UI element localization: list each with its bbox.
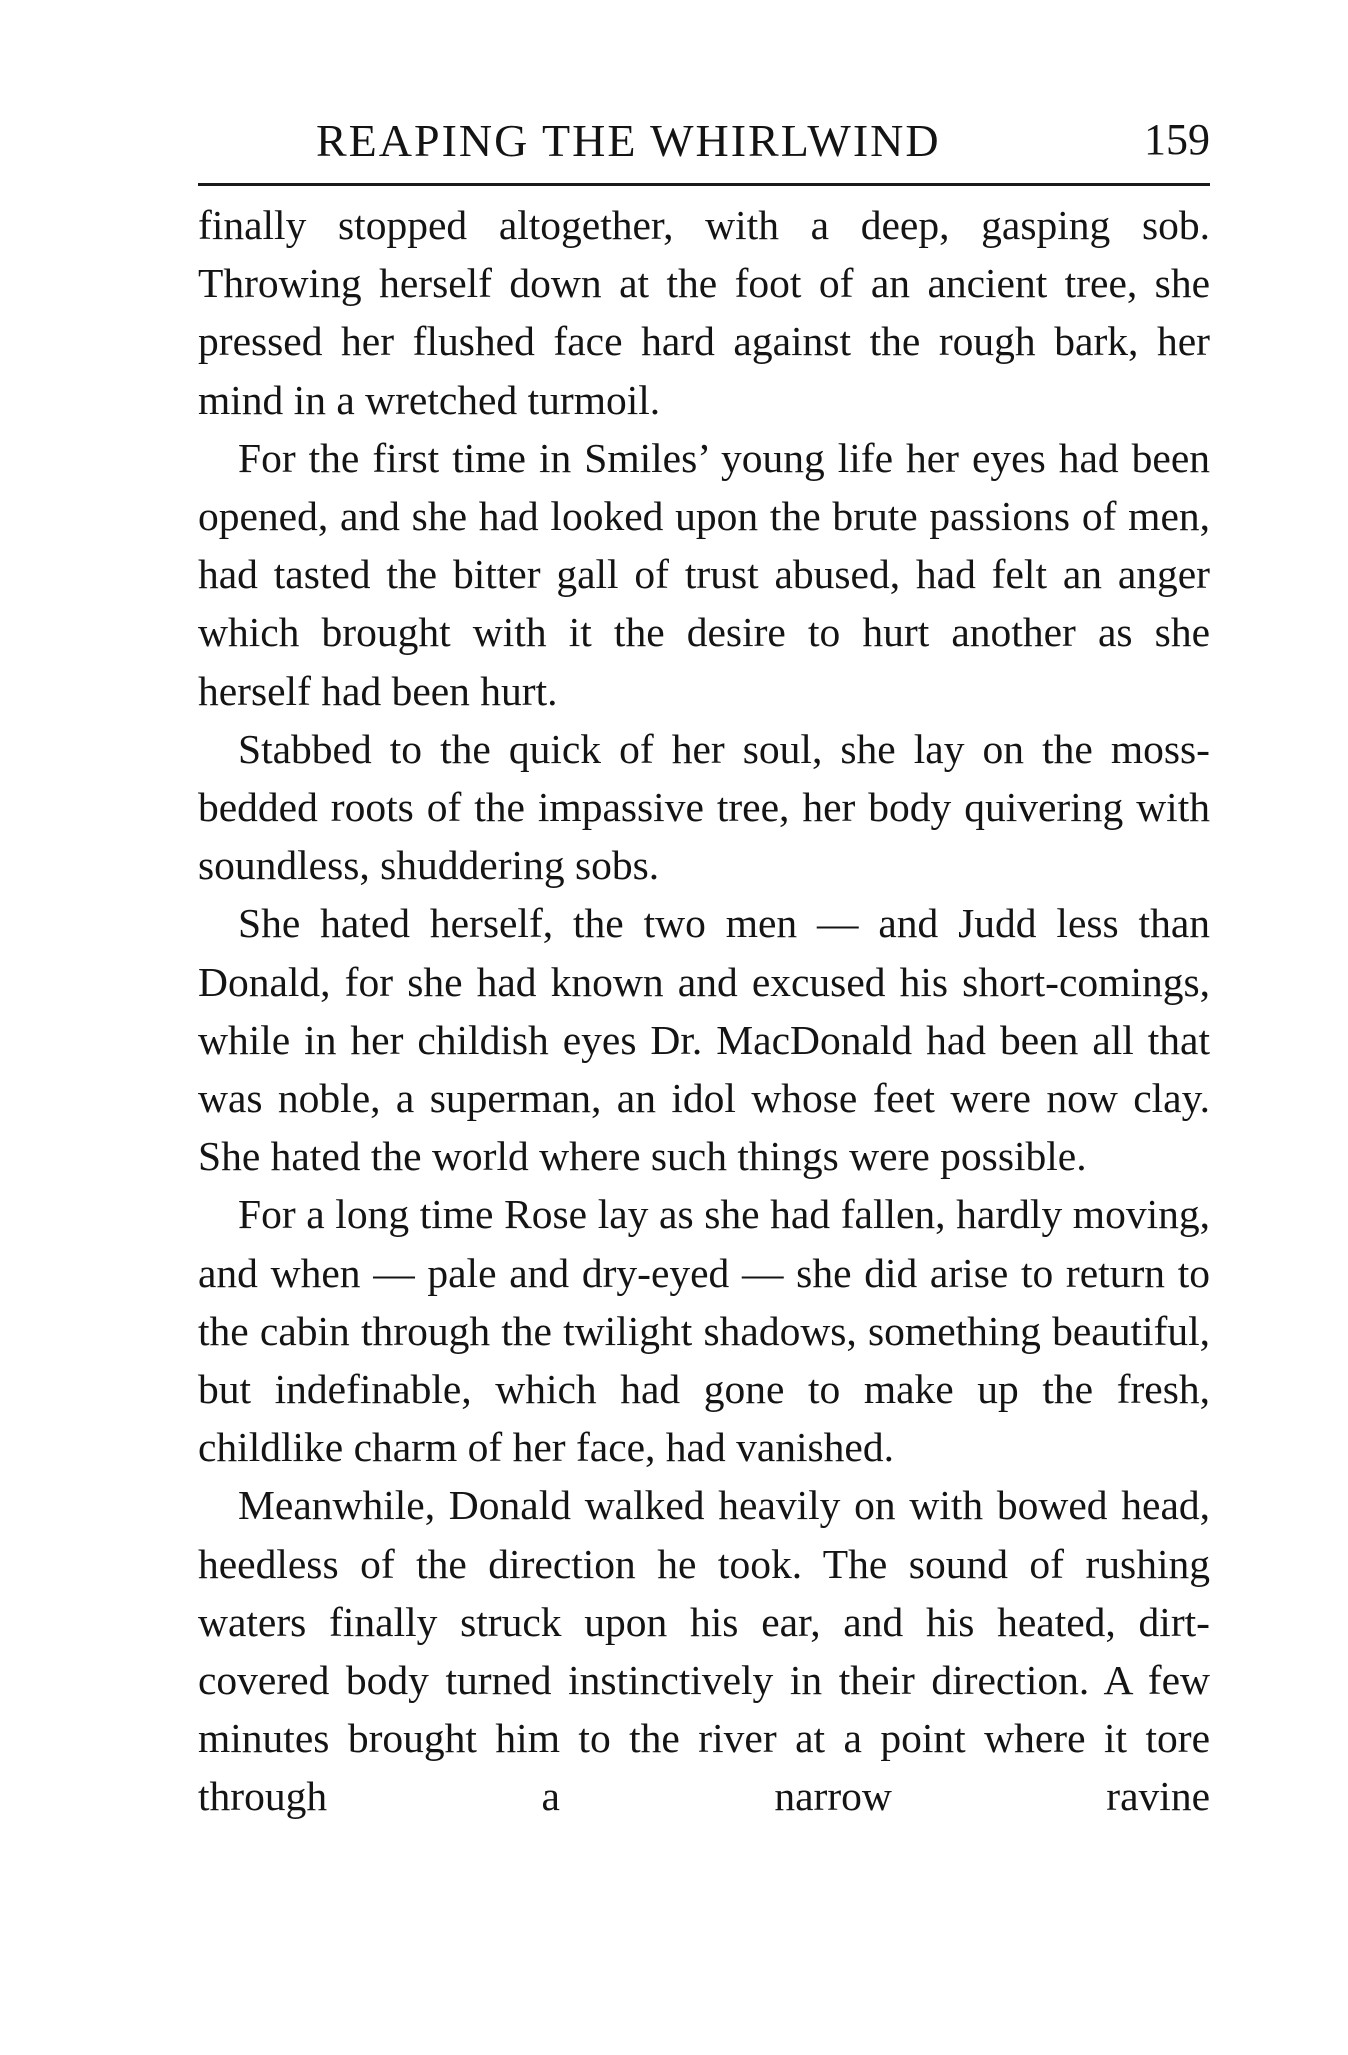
running-title: REAPING THE WHIRLWIND: [316, 115, 941, 166]
paragraph: finally stopped altogether, with a deep, gasping sob. Throwing herself down at the foot of an ancient tree, she pressed her flushed face hard against the rough bark, her mind in a wretched turmoil.: [198, 202, 1210, 423]
paragraph: For the first time in Smiles’ young life her eyes had been opened, and she had looked upon the brute passions of men, had tasted the bitter gall of trust abused, had felt an anger which brought with it the desire to hurt another as she herself had been hurt.: [198, 434, 1210, 714]
body-text: [198, 196, 1210, 1826]
paragraph: She hated herself, the two men — and Judd less than Donald, for she had known and excused his short-comings, while in her childish eyes Dr. MacDonald had been all that was noble, a superman, an idol whose feet were now clay. She hated the world where such things were possible.: [198, 900, 1210, 1180]
paragraph: Meanwhile, Donald walked heavily on with bowed head, heedless of the direction he took. The sound of rushing waters finally struck upon his ear, and his heated, dirt-covered body turned instinctively in their direction. A few minutes brought him to the river at a point where it tore through a narrow ravine: [198, 1482, 1210, 1820]
paragraph: Stabbed to the quick of her soul, she lay on the moss-bedded roots of the impassive tree, her body quivering with soundless, shuddering sobs.: [198, 725, 1210, 889]
running-header: [198, 108, 1210, 178]
header-rule: [198, 183, 1210, 186]
page-number: 159: [1144, 115, 1210, 164]
paragraph: For a long time Rose lay as she had fallen, hardly moving, and when — pale and dry-eyed — she did arise to return to the cabin through the twilight shadows, something beautiful, but indefinable, which had gone to make up the fresh, childlike charm of her face, had vanished.: [198, 1191, 1210, 1471]
